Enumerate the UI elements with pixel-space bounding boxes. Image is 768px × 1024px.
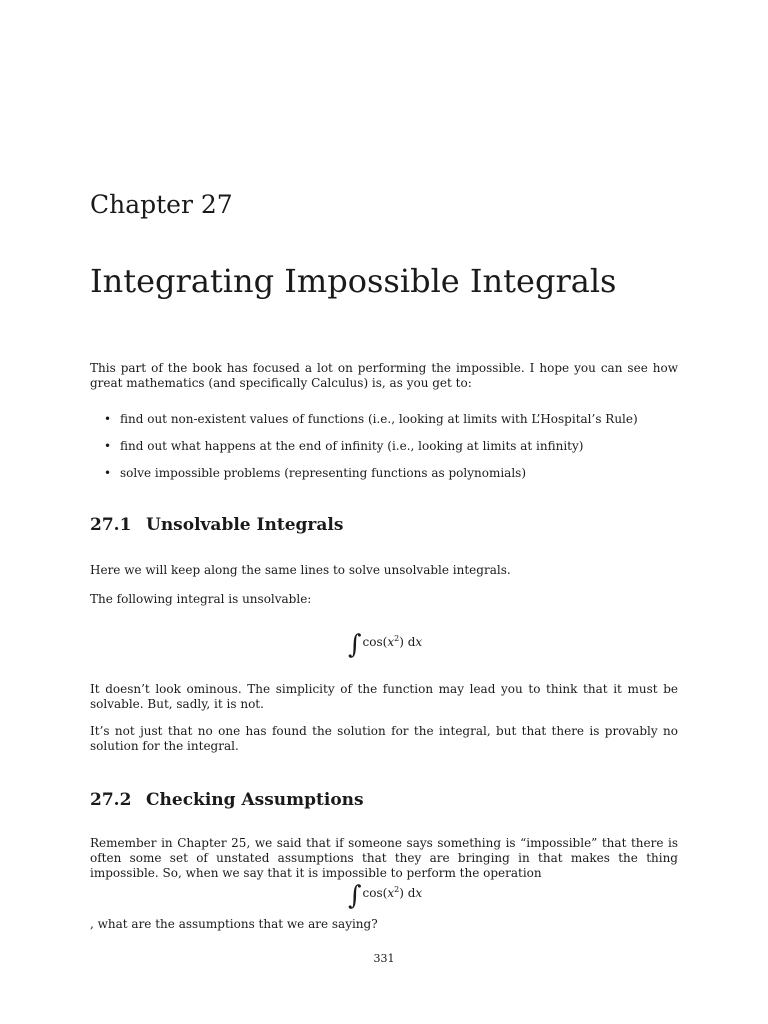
integral-equation-2: $\int\cos(x^2)$ dx [348,881,423,911]
section1-paragraph-3: It doesn’t look ominous. The simplicity of the function may lead you to think that it must be solvable. But, sadly, it is not. [90,682,678,711]
page-number: 331 [373,952,395,965]
section-number: 27.2 [90,790,132,810]
bullet-icon: • [104,466,112,480]
book-page [90,0,678,1024]
list-item: • solve impossible problems (representing functions as polynomials) [104,466,527,480]
section1-paragraph-1: Here we will keep along the same lines to solve unsolvable integrals. [90,563,511,577]
section-number: 27.1 [90,515,132,535]
bullet-icon: • [104,412,112,426]
section2-paragraph-2: , what are the assumptions that we are saying? [90,917,378,931]
chapter-label: Chapter 27 [90,190,233,219]
section1-paragraph-2: The following integral is unsolvable: [90,592,312,606]
integral-sign-icon: ∫ [348,630,362,660]
section-title: Unsolvable Integrals [146,515,344,535]
section2-paragraph-1: Remember in Chapter 25, we said that if someone says something is “impossible” that there is often some set of unstated assumptions that they are bringing in that makes the thing impossible. So, when we say that it is impossible to perform the operation [90,836,678,880]
list-item: • find out what happens at the end of infinity (i.e., looking at limits at infinity) [104,439,584,453]
intro-bullet-list [104,412,638,493]
section-heading-27-1 [90,515,343,535]
integral-sign-icon: ∫ [348,881,362,911]
section-title: Checking Assumptions [146,790,364,810]
intro-paragraph: This part of the book has focused a lot on performing the impossible. I hope you can see how great mathematics (and specifically Calculus) is, as you get to: [90,361,678,390]
integral-equation-1: $\int\cos(x^2)$ dx [348,630,423,660]
section-heading-27-2 [90,790,364,810]
chapter-title: Integrating Impossible Integrals [90,262,617,300]
bullet-icon: • [104,439,112,453]
list-item: • find out non-existent values of functions (i.e., looking at limits with L’Hospital’s Rule) [104,412,638,426]
section1-paragraph-4: It’s not just that no one has found the solution for the integral, but that there is provably no solution for the integral. [90,724,678,753]
